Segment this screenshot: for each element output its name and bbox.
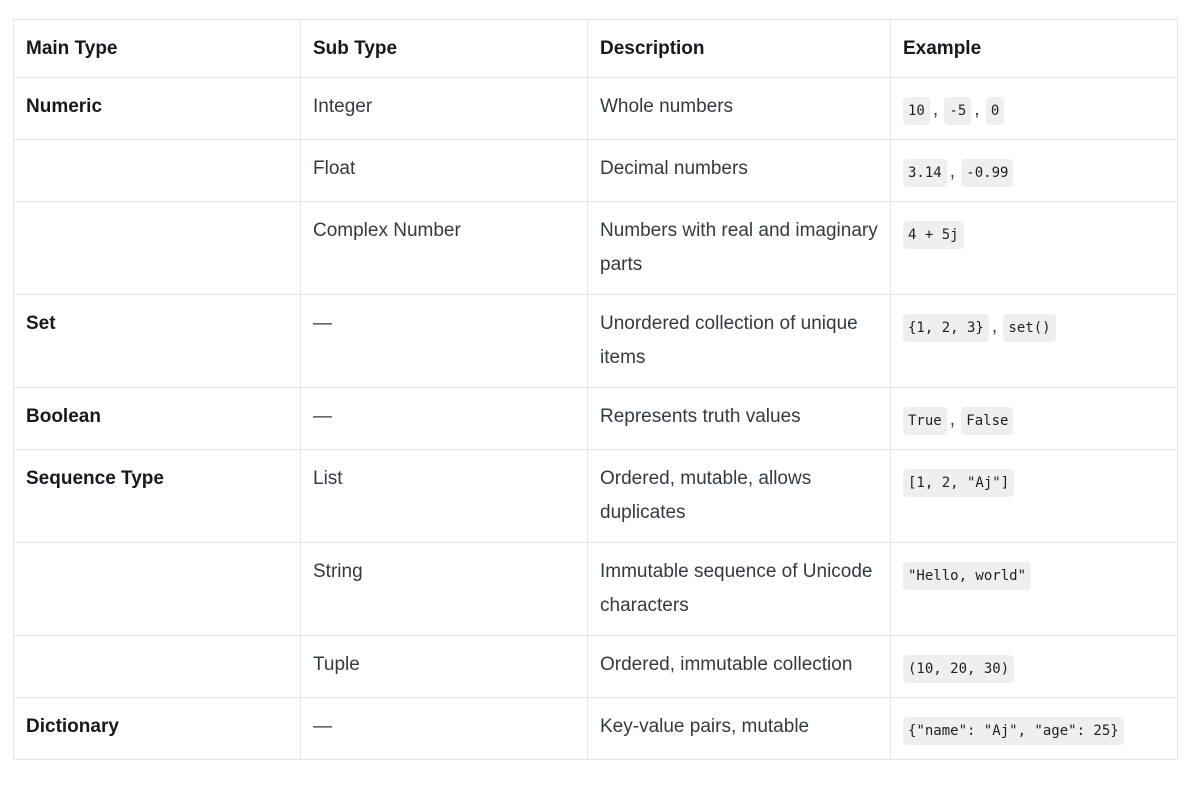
- table-row: [14, 388, 1178, 450]
- cell-example: {1, 2, 3} , set(): [891, 295, 1178, 388]
- table-row: [14, 543, 1178, 636]
- cell-example: True , False: [891, 388, 1178, 450]
- code-example: (10, 20, 30): [903, 655, 1014, 683]
- cell-main-type: [14, 140, 301, 202]
- cell-description: Numbers with real and imaginary parts: [588, 202, 891, 295]
- cell-example: [891, 543, 1178, 636]
- code-example: set(): [1003, 314, 1055, 342]
- header-main-type: Main Type: [14, 20, 301, 78]
- cell-description: Ordered, immutable collection: [588, 636, 891, 698]
- cell-example: [891, 450, 1178, 543]
- cell-sub-type: String: [301, 543, 588, 636]
- code-example: {"name": "Aj", "age": 25}: [903, 717, 1124, 745]
- cell-main-type: [14, 543, 301, 636]
- code-example: {1, 2, 3}: [903, 314, 989, 342]
- code-example: 0: [986, 97, 1004, 125]
- cell-main-type: Dictionary: [14, 698, 301, 760]
- table-row: [14, 698, 1178, 760]
- code-example: 3.14: [903, 159, 947, 187]
- cell-sub-type: Integer: [301, 78, 588, 140]
- cell-description: Key-value pairs, mutable: [588, 698, 891, 760]
- code-example: "Hello, world": [903, 562, 1031, 590]
- code-example: False: [961, 407, 1013, 435]
- cell-example: 10 , -5 , 0: [891, 78, 1178, 140]
- code-example: 10: [903, 97, 930, 125]
- cell-example: 3.14 , -0.99: [891, 140, 1178, 202]
- table-row: [14, 78, 1178, 140]
- cell-main-type: Boolean: [14, 388, 301, 450]
- table-row: [14, 450, 1178, 543]
- cell-description: Immutable sequence of Unicode characters: [588, 543, 891, 636]
- table-row: [14, 636, 1178, 698]
- cell-sub-type: Tuple: [301, 636, 588, 698]
- cell-description: Represents truth values: [588, 388, 891, 450]
- cell-description: Ordered, mutable, allows duplicates: [588, 450, 891, 543]
- header-sub-type: Sub Type: [301, 20, 588, 78]
- cell-main-type: [14, 636, 301, 698]
- data-types-table: [13, 19, 1178, 760]
- header-description: Description: [588, 20, 891, 78]
- code-example: -5: [944, 97, 971, 125]
- cell-sub-type: Float: [301, 140, 588, 202]
- cell-example: [891, 202, 1178, 295]
- header-example: Example: [891, 20, 1178, 78]
- table-header-row: [14, 20, 1178, 78]
- cell-description: Whole numbers: [588, 78, 891, 140]
- data-types-table-container: [13, 19, 1177, 760]
- code-example: True: [903, 407, 947, 435]
- table-row: [14, 140, 1178, 202]
- code-example: -0.99: [961, 159, 1013, 187]
- code-example: 4 + 5j: [903, 221, 964, 249]
- code-example: [1, 2, "Aj"]: [903, 469, 1014, 497]
- cell-main-type: Numeric: [14, 78, 301, 140]
- cell-description: Decimal numbers: [588, 140, 891, 202]
- cell-sub-type: List: [301, 450, 588, 543]
- cell-sub-type: —: [301, 698, 588, 760]
- cell-main-type: Sequence Type: [14, 450, 301, 543]
- cell-sub-type: —: [301, 295, 588, 388]
- cell-sub-type: —: [301, 388, 588, 450]
- table-row: [14, 202, 1178, 295]
- cell-example: [891, 698, 1178, 760]
- table-row: [14, 295, 1178, 388]
- cell-description: Unordered collection of unique items: [588, 295, 891, 388]
- cell-sub-type: Complex Number: [301, 202, 588, 295]
- cell-example: [891, 636, 1178, 698]
- cell-main-type: Set: [14, 295, 301, 388]
- cell-main-type: [14, 202, 301, 295]
